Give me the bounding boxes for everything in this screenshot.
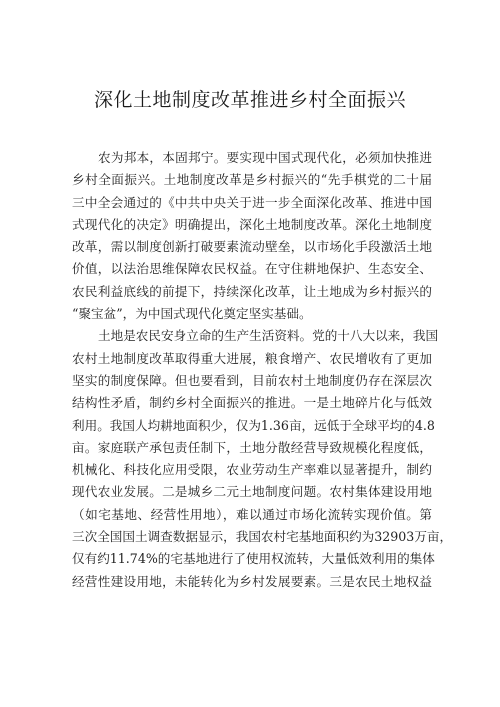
paragraph-line: 农民利益底线的前提下，持续深化改革，让土地成为乡村振兴的 (72, 283, 432, 299)
document-title: 深化土地制度改革推进乡村全面振兴 (93, 89, 406, 111)
paragraph-1 (72, 147, 432, 325)
paragraph-2 (72, 325, 453, 593)
paragraph-line: “聚宝盆”，为中国式现代化奠定坚实基础。 (72, 306, 312, 322)
paragraph-line: 乡村全面振兴。土地制度改革是乡村振兴的“先手棋党的二十届 (72, 172, 432, 188)
paragraph-line: 土地是农民安身立命的生产生活资料。党的十八大以来，我国 (98, 328, 439, 344)
paragraph-line: 式现代化的决定》明确提出，深化土地制度改革。深化土地制度 (72, 216, 432, 232)
paragraph-line: 经营性建设用地，未能转化为乡村发展要素。三是农民土地权益 (72, 573, 432, 589)
paragraph-line: 坚实的制度保障。但也要看到，目前农村土地制度仍存在深层次 (72, 372, 432, 388)
paragraph-line: 三次全国国土调查数据显示，我国农村宅基地面积约为32903万亩， (72, 529, 453, 545)
paragraph-line: 机械化、科技化应用受限，农业劳动生产率难以显著提升，制约 (72, 462, 432, 478)
paragraph-line: 亩。家庭联产承包责任制下，土地分散经营导致规模化程度低， (72, 439, 432, 455)
paragraph-line: 改革，需以制度创新打破要素流动壁垒，以市场化手段激活土地 (72, 239, 432, 255)
paragraph-line: 结构性矛盾，制约乡村全面振兴的推进。一是土地碎片化与低效 (72, 395, 432, 411)
paragraph-line: 利用。我国人均耕地面积少，仅为1.36亩，远低于全球平均的4.8 (72, 417, 435, 433)
paragraph-line: （如宅基地、经营性用地），难以通过市场化流转实现价值。第 (72, 506, 432, 522)
paragraph-line: 农为邦本，本固邦宁。要实现中国式现代化，必须加快推进 (98, 150, 432, 165)
document-body (72, 147, 453, 593)
paragraph-line: 三中全会通过的《中共中央关于进一步全面深化改革、推进中国 (72, 194, 432, 210)
paragraph-line: 现代农业发展。二是城乡二元土地制度问题。农村集体建设用地 (72, 484, 432, 500)
paragraph-line: 农村土地制度改革取得重大进展，粮食增产、农民增收有了更加 (72, 350, 432, 366)
paragraph-line: 价值，以法治思维保障农民权益。在守住耕地保护、生态安全、 (72, 261, 432, 277)
paragraph-line: 仅有约11.74%的宅基地进行了使用权流转，大量低效利用的集体 (72, 551, 435, 567)
